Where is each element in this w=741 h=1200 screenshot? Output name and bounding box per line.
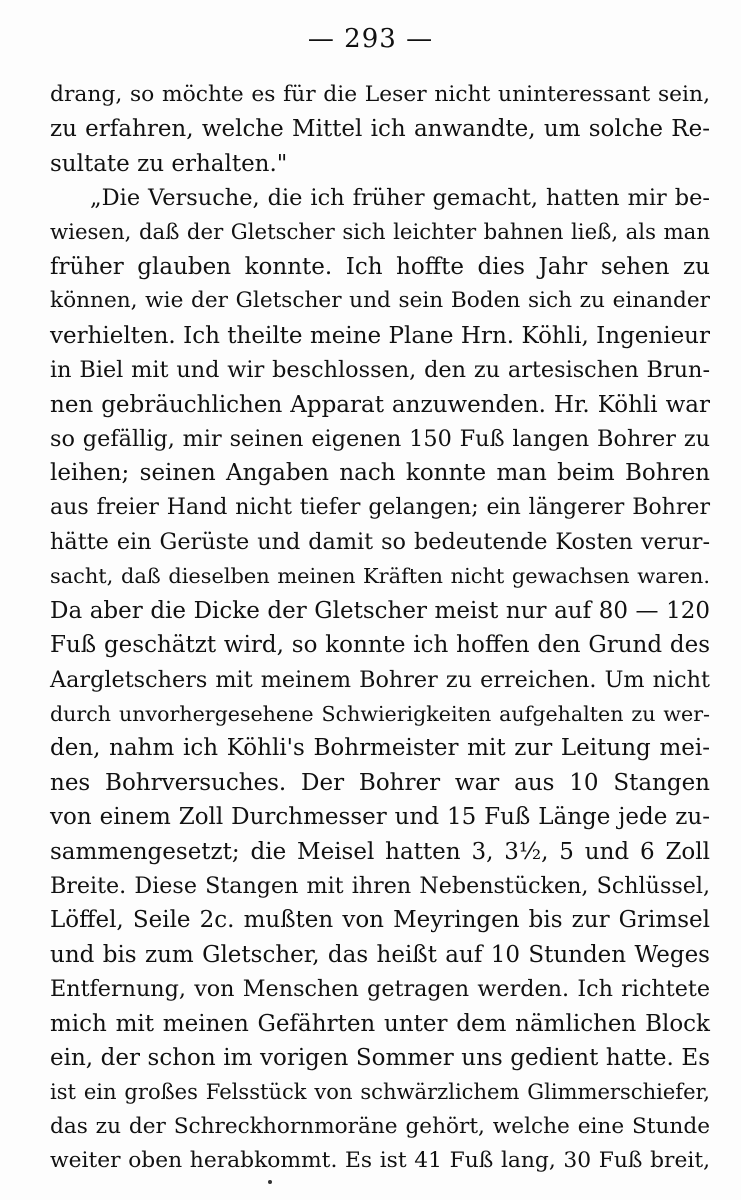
text-line: den, nahm ich Köhli's Bohrmeister mit zur Leitung mei-	[50, 735, 710, 762]
text-line: sammengesetzt; die Meisel hatten 3, 3½, 5 und 6 Zoll	[50, 838, 710, 865]
text-line: verhielten. Ich theilte meine Plane Hrn. Köhli, Ingenieur	[50, 322, 710, 349]
text-line: nen gebräuchlichen Apparat anzuwenden. Hr. Köhli war	[50, 391, 710, 418]
text-line: ein, der schon im vorigen Sommer uns gedient hatte. Es	[50, 1044, 710, 1071]
ink-speck	[268, 1180, 272, 1184]
text-line: können, wie der Gletscher und sein Boden sich zu einander	[50, 288, 710, 314]
text-line: das zu der Schreckhornmoräne gehört, welche eine Stunde	[50, 1113, 710, 1139]
text-line: zu erfahren, welche Mittel ich anwandte, um solche Re-	[50, 116, 710, 143]
text-line: Entfernung, von Menschen getragen werden. Ich richtete	[50, 976, 710, 1003]
text-line: drang, so möchte es für die Leser nicht uninteressant sein,	[50, 82, 710, 107]
text-line: aus freier Hand nicht tiefer gelangen; ein längerer Bohrer	[50, 494, 710, 520]
text-line: sultate zu erhalten."	[50, 150, 288, 177]
text-line: „Die Versuche, die ich früher gemacht, hatten mir be-	[90, 185, 710, 212]
text-line: in Biel mit und wir beschlossen, den zu artesischen Brun-	[50, 357, 710, 384]
text-line: leihen; seinen Angaben nach konnte man beim Bohren	[50, 460, 710, 487]
text-line: sacht, daß dieselben meinen Kräften nicht gewachsen waren.	[50, 564, 710, 589]
text-line: nes Bohrversuches. Der Bohrer war aus 10 Stangen	[50, 769, 710, 796]
text-line: Aargletschers mit meinem Bohrer zu erreichen. Um nicht	[50, 666, 710, 693]
text-line: wiesen, daß der Gletscher sich leichter bahnen ließ, als man	[50, 219, 710, 245]
text-line: Breite. Diese Stangen mit ihren Nebenstücken, Schlüssel,	[50, 872, 710, 899]
page-number: — 293 —	[307, 24, 434, 54]
text-line: hätte ein Gerüste und damit so bedeutende Kosten verur-	[50, 529, 710, 556]
text-line: so gefällig, mir seinen eigenen 150 Fuß langen Bohrer zu	[50, 425, 710, 452]
text-line: Löffel, Seile 2c. mußten von Meyringen bis zur Grimsel	[50, 907, 710, 934]
text-line: mich mit meinen Gefährten unter dem nämlichen Block	[50, 1010, 710, 1037]
text-line: und bis zum Gletscher, das heißt auf 10 Stunden Weges	[50, 941, 710, 968]
body-text	[50, 78, 710, 1179]
text-line: früher glauben konnte. Ich hoffte dies Jahr sehen zu	[50, 253, 710, 280]
text-line: weiter oben herabkommt. Es ist 41 Fuß lang, 30 Fuß breit,	[50, 1148, 710, 1174]
text-line: Da aber die Dicke der Gletscher meist nur auf 80 — 120	[50, 597, 710, 624]
text-line: ist ein großes Felsstück von schwärzlichem Glimmerschiefer,	[50, 1079, 710, 1105]
text-line: Fuß geschätzt wird, so konnte ich hoffen den Grund des	[50, 632, 710, 659]
text-line: durch unvorhergesehene Schwierigkeiten aufgehalten zu wer-	[50, 702, 710, 727]
text-line: von einem Zoll Durchmesser und 15 Fuß Länge jede zu-	[50, 804, 710, 831]
